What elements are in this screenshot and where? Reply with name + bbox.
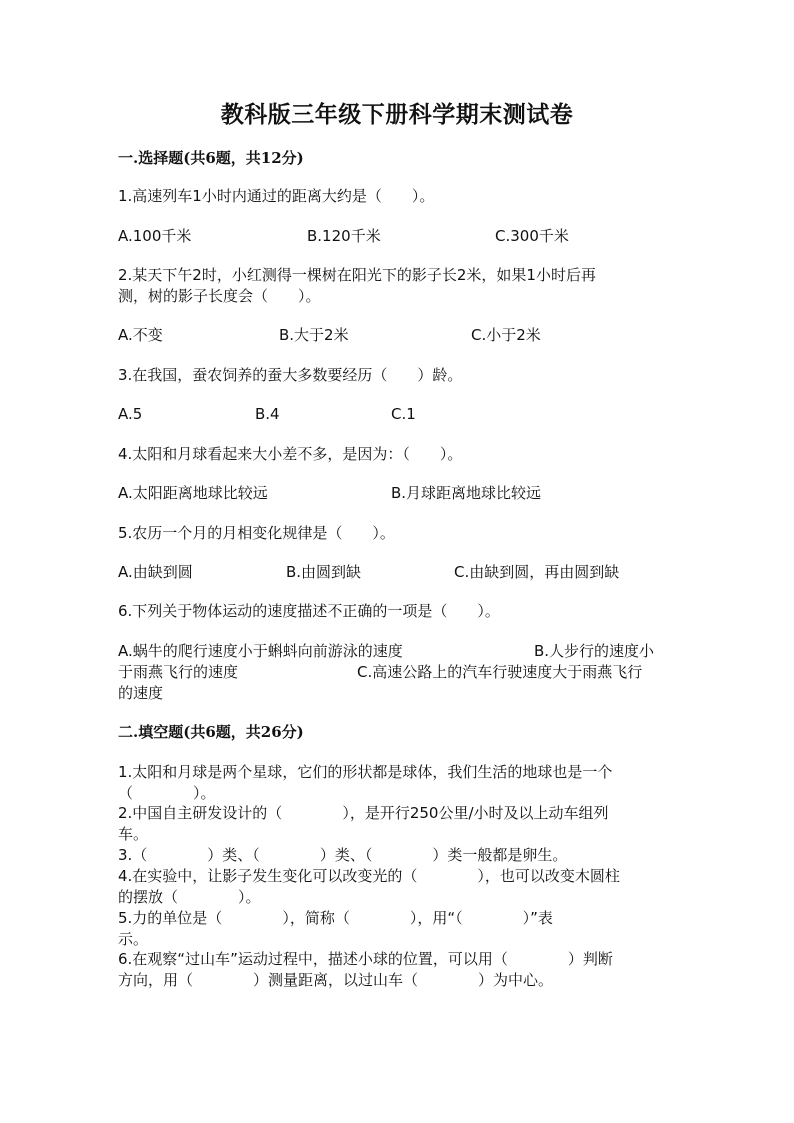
option: A.由缺到圆 <box>118 563 193 581</box>
question-stem: 5.农历一个月的月相变化规律是（ ）。 <box>118 524 395 542</box>
fill-blank-line: 4.在实验中，让影子发生变化可以改变光的（ ），也可以改变木圆柱 <box>118 867 620 885</box>
option: 的速度 <box>118 684 164 702</box>
option: B.月球距离地球比较远 <box>391 484 542 502</box>
fill-blank-line: 方向，用（ ）测量距离，以过山车（ ）为中心。 <box>118 971 554 989</box>
option: B.大于2米 <box>279 326 349 344</box>
section-heading: 一.选择题(共6题，共12分) <box>118 149 304 167</box>
option: B.人步行的速度小 <box>534 642 655 660</box>
question-stem: 2.某天下午2时，小红测得一棵树在阳光下的影子长2米，如果1小时后再 <box>118 266 596 284</box>
option: A.不变 <box>118 326 163 344</box>
fill-blank-line: 车。 <box>118 825 149 843</box>
page-title: 教科版三年级下册科学期末测试卷 <box>220 101 574 128</box>
question-stem: 6.下列关于物体运动的速度描述不正确的一项是（ ）。 <box>118 602 500 620</box>
fill-blank-line: 3.（ ）类、（ ）类、（ ）类一般都是卵生。 <box>118 846 568 864</box>
question-stem: 1.高速列车1小时内通过的距离大约是（ ）。 <box>118 187 435 205</box>
question-stem: 3.在我国，蚕农饲养的蚕大多数要经历（ ）龄。 <box>118 366 463 384</box>
question-stem: 测，树的影子长度会（ ）。 <box>118 287 321 305</box>
option: B.4 <box>255 405 280 423</box>
fill-blank-line: 2.中国自主研发设计的（ ），是开行250公里/小时及以上动车组列 <box>118 804 609 822</box>
option: C.小于2米 <box>471 326 541 344</box>
fill-blank-line: 6.在观察“过山车”运动过程中，描述小球的位置，可以用（ ）判断 <box>118 950 613 968</box>
option: 于雨燕飞行的速度 <box>118 663 239 681</box>
option: A.蜗牛的爬行速度小于蝌蚪向前游泳的速度 <box>118 642 403 660</box>
fill-blank-line: 1.太阳和月球是两个星球，它们的形状都是球体，我们生活的地球也是一个 <box>118 763 613 781</box>
option: A.太阳距离地球比较远 <box>118 484 268 502</box>
option: C.1 <box>391 405 416 423</box>
option: A.5 <box>118 405 143 423</box>
fill-blank-line: 5.力的单位是（ ），简称（ ），用“（ ）”表 <box>118 909 553 927</box>
question-stem: 4.太阳和月球看起来大小差不多，是因为：（ ）。 <box>118 445 463 463</box>
option: A.100千米 <box>118 227 192 245</box>
option: B.由圆到缺 <box>286 563 362 581</box>
option: C.由缺到圆，再由圆到缺 <box>454 563 620 581</box>
option: C.高速公路上的汽车行驶速度大于雨燕飞行 <box>357 663 643 681</box>
section-heading: 二.填空题(共6题，共26分) <box>118 723 304 741</box>
option: C.300千米 <box>495 227 569 245</box>
fill-blank-line: （ ）。 <box>118 784 216 802</box>
fill-blank-line: 的摆放（ ）。 <box>118 888 261 906</box>
fill-blank-line: 示。 <box>118 930 149 948</box>
option: B.120千米 <box>307 227 381 245</box>
